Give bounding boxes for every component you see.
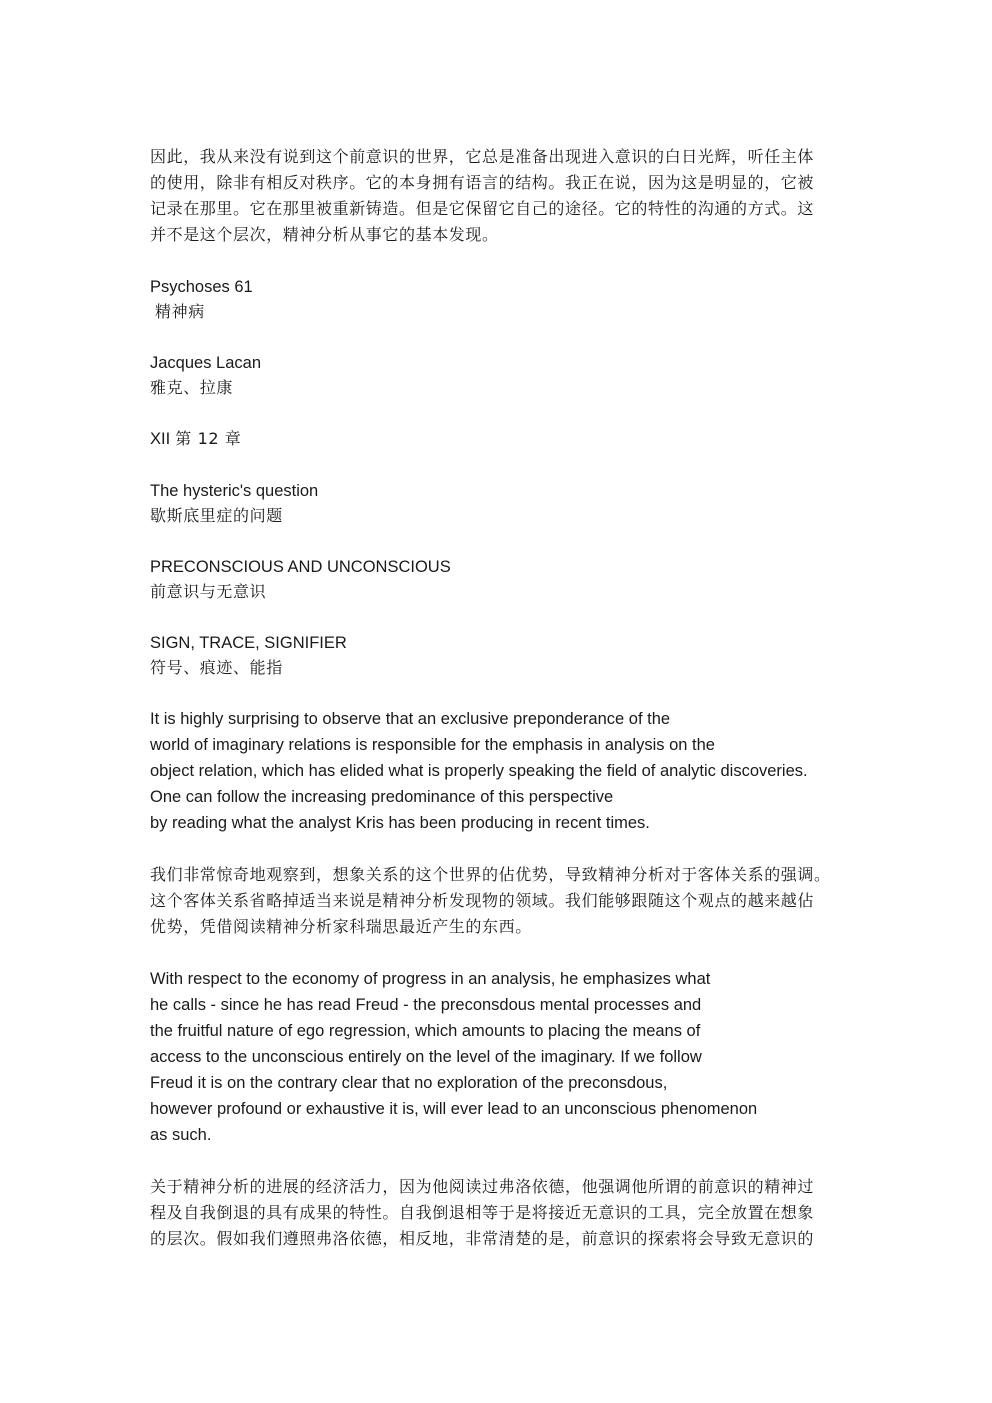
text-line: he calls - since he has read Freud - the preconsdous mental processes and <box>150 996 702 1014</box>
text-line: by reading what the analyst Kris has been producing in recent times. <box>150 814 650 832</box>
author-name-zh: 雅克、拉康 <box>150 378 234 397</box>
text-line: 并不是这个层次，精神分析从事它的基本发现。 <box>150 225 499 244</box>
author-block <box>150 350 850 400</box>
section-heading-1-zh: 前意识与无意识 <box>150 582 267 601</box>
text-line: One can follow the increasing predominance of this perspective <box>150 788 614 806</box>
paragraph-preconscious-world-zh <box>150 144 850 248</box>
text-line: world of imaginary relations is responsible for the emphasis in analysis on the <box>150 736 715 754</box>
paragraph-economy-of-progress-en <box>150 966 850 1148</box>
book-title-block <box>150 274 850 324</box>
chapter-heading <box>150 426 850 452</box>
chapter-title-en: The hysteric's question <box>150 482 319 500</box>
chapter-title-zh: 歇斯底里症的问题 <box>150 506 283 525</box>
text-line: 关于精神分析的进展的经济活力，因为他阅读过弗洛依德，他强调他所谓的前意识的精神过 <box>150 1177 815 1196</box>
text-line: access to the unconscious entirely on the level of the imaginary. If we follow <box>150 1048 702 1066</box>
book-title-en: Psychoses 61 <box>150 278 253 296</box>
text-line: 因此，我从来没有说到这个前意识的世界，它总是准备出现进入意识的白日光辉，听任主体 <box>150 147 815 166</box>
text-line: 程及自我倒退的具有成果的特性。自我倒退相等于是将接近无意识的工具，完全放置在想象 <box>150 1203 815 1222</box>
text-line: 这个客体关系省略掉适当来说是精神分析发现物的领域。我们能够跟随这个观点的越来越佔 <box>150 891 815 910</box>
section-heading-2-en: SIGN, TRACE, SIGNIFIER <box>150 634 347 652</box>
section-heading-1-en: PRECONSCIOUS AND UNCONSCIOUS <box>150 558 451 576</box>
chapter-number-zh: 第 12 章 <box>175 429 242 448</box>
text-line: With respect to the economy of progress in an analysis, he emphasizes what <box>150 970 711 988</box>
text-line: as such. <box>150 1126 212 1144</box>
text-line: 记录在那里。它在那里被重新铸造。但是它保留它自己的途径。它的特性的沟通的方式。这 <box>150 199 815 218</box>
document-body <box>150 144 850 1252</box>
chapter-number-en: XII <box>150 430 171 448</box>
author-name-en: Jacques Lacan <box>150 354 261 372</box>
paragraph-economy-of-progress-zh <box>150 1174 850 1252</box>
book-title-zh: 精神病 <box>155 302 205 321</box>
text-line: 我们非常惊奇地观察到，想象关系的这个世界的佔优势，导致精神分析对于客体关系的强调。 <box>150 865 831 884</box>
chapter-title-block <box>150 478 850 528</box>
paragraph-imaginary-relations-zh <box>150 862 850 940</box>
section-heading-2 <box>150 630 850 680</box>
text-line: 优势，凭借阅读精神分析家科瑞思最近产生的东西。 <box>150 917 532 936</box>
text-line: 的层次。假如我们遵照弗洛依德，相反地，非常清楚的是，前意识的探索将会导致无意识的 <box>150 1229 815 1248</box>
text-line: object relation, which has elided what is properly speaking the field of analytic discoveries. <box>150 762 808 780</box>
text-line: It is highly surprising to observe that an exclusive preponderance of the <box>150 710 671 728</box>
section-heading-1 <box>150 554 850 604</box>
paragraph-imaginary-relations-en <box>150 706 850 836</box>
text-line: the fruitful nature of ego regression, which amounts to placing the means of <box>150 1022 701 1040</box>
text-line: Freud it is on the contrary clear that no exploration of the preconsdous, <box>150 1074 668 1092</box>
text-line: 的使用，除非有相反对秩序。它的本身拥有语言的结构。我正在说，因为这是明显的，它被 <box>150 173 815 192</box>
section-heading-2-zh: 符号、痕迹、能指 <box>150 658 283 677</box>
text-line: however profound or exhaustive it is, will ever lead to an unconscious phenomenon <box>150 1100 758 1118</box>
